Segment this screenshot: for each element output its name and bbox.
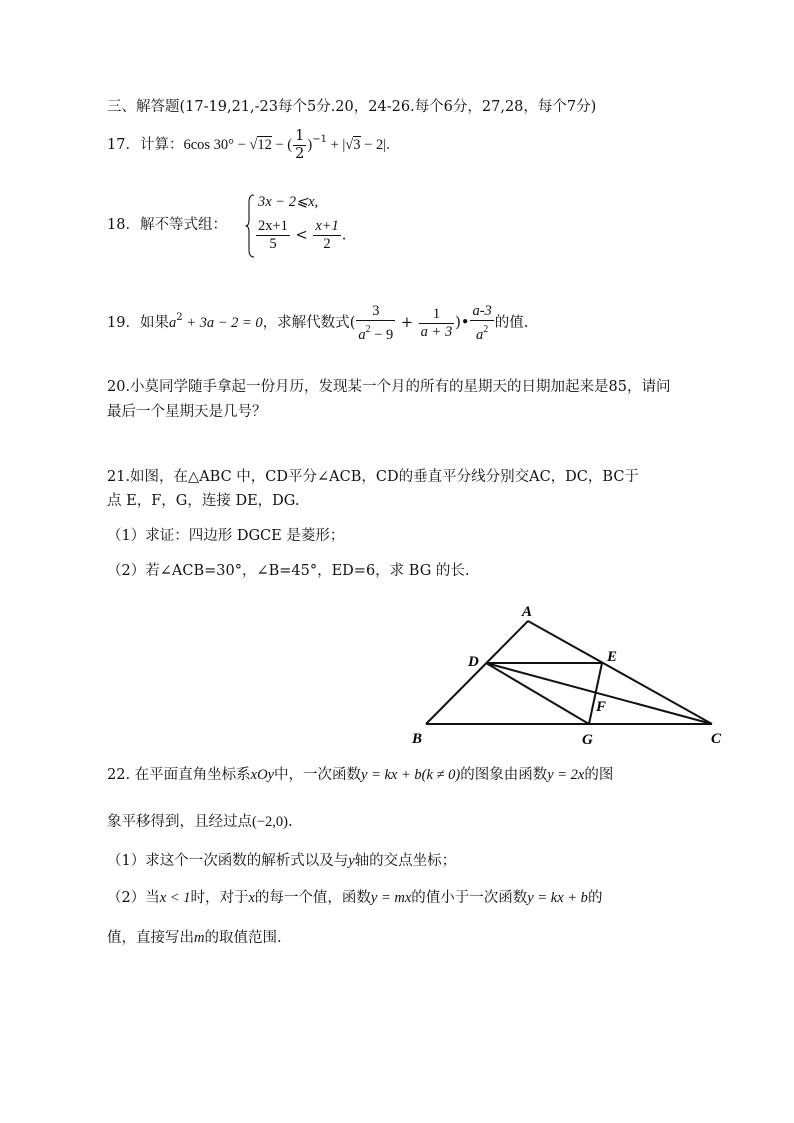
q18-inequality-1: 3x − 2⩽x, [258, 194, 319, 210]
q18-inequality-2: $\frac{2x+1}{5}$ < $\frac{x+1}{2}$ . [258, 218, 347, 252]
q22-part-1: （1）求这个一次函数的解析式以及与y轴的交点坐标； [107, 853, 457, 869]
label-F: F [596, 699, 607, 715]
q17-expr-e: − 2|. [360, 137, 390, 153]
q19-cond-b: + 3a − 2 = 0 [182, 315, 263, 331]
label-D: D [468, 654, 479, 670]
q17-number: 17．计算： [107, 137, 184, 153]
q17-expr-a: 6cos 30° − [183, 137, 250, 153]
segment-DG [486, 663, 589, 724]
label-C: C [711, 731, 722, 747]
q19-close: ) [455, 315, 461, 331]
q22-line-2: 象平移得到，且经过点(−2,0). [107, 814, 293, 830]
segment-AB [426, 621, 528, 724]
label-B: B [412, 731, 423, 747]
q17-sqrt-12: √12 [249, 137, 272, 153]
q17-expr-b: − ( [271, 137, 293, 153]
q21-line-1: 21.如图，在△ABC 中，CD平分∠ACB，CD的垂直平分线分别交AC，DC，BC于 [107, 469, 639, 485]
q17-exponent: −1 [312, 134, 327, 145]
label-A: A [522, 604, 533, 620]
section-header: 三、解答题(17-19,21,-23每个5分.20，24-26.每个6分，27,28，每个7分) [107, 99, 597, 115]
q22-line-1: 22. 在平面直角坐标系xOy中，一次函数y = kx + b(k ≠ 0)的图象由函数y = 2x的图 [107, 767, 614, 783]
q19-cond-a: a [168, 315, 177, 331]
segment-AC [528, 621, 712, 724]
q20-line-2: 最后一个星期天是几号？ [107, 404, 267, 420]
q19-plus: + [396, 315, 418, 331]
q21-part-1: （1）求证：四边形 DGCE 是菱形； [107, 528, 345, 544]
q19-prefix: 19．如果 [107, 315, 169, 331]
q21-line-2: 点 E，F，G，连接 DE，DG. [107, 493, 300, 509]
q19-cond-sq: 2 [176, 312, 183, 323]
q19-fraction-2: $\frac{1}{a + 3}$ [420, 305, 453, 340]
q19-fraction-1: $\frac{3}{a^2 - 9}$ [358, 302, 394, 343]
q22-part-2: （2）当x < 1时，对于x的每一个值，函数y = mx的值小于一次函数y = kx + b的 [107, 890, 603, 906]
q21-part-2: （2）若∠ACB=30°，∠B=45°，ED=6，求 BG 的长. [107, 563, 470, 579]
label-G: G [582, 732, 593, 748]
label-E: E [607, 649, 618, 665]
q17-expr-d: + | [326, 137, 346, 153]
q19-mid: ，求解代数式 [262, 315, 350, 331]
q17-expr-c: ) [307, 137, 313, 153]
q20-line-1: 20.小莫同学随手拿起一份月历，发现某一个月的所有的星期天的日期加起来是85，请问 [107, 379, 671, 395]
q22-last-line: 值，直接写出m的取值范围. [107, 930, 282, 946]
q19-open: ( [349, 315, 356, 331]
q17-fraction: $\frac{1}{2}$ [295, 127, 305, 162]
q19-dot: • [460, 315, 470, 331]
q18-number: 18．解不等式组： [107, 217, 227, 233]
q19-suffix: 的值. [494, 315, 529, 331]
q17-sqrt-3: √3 [345, 137, 361, 153]
q19-fraction-3: $\frac{a-3}{a^2}$ [472, 302, 492, 343]
